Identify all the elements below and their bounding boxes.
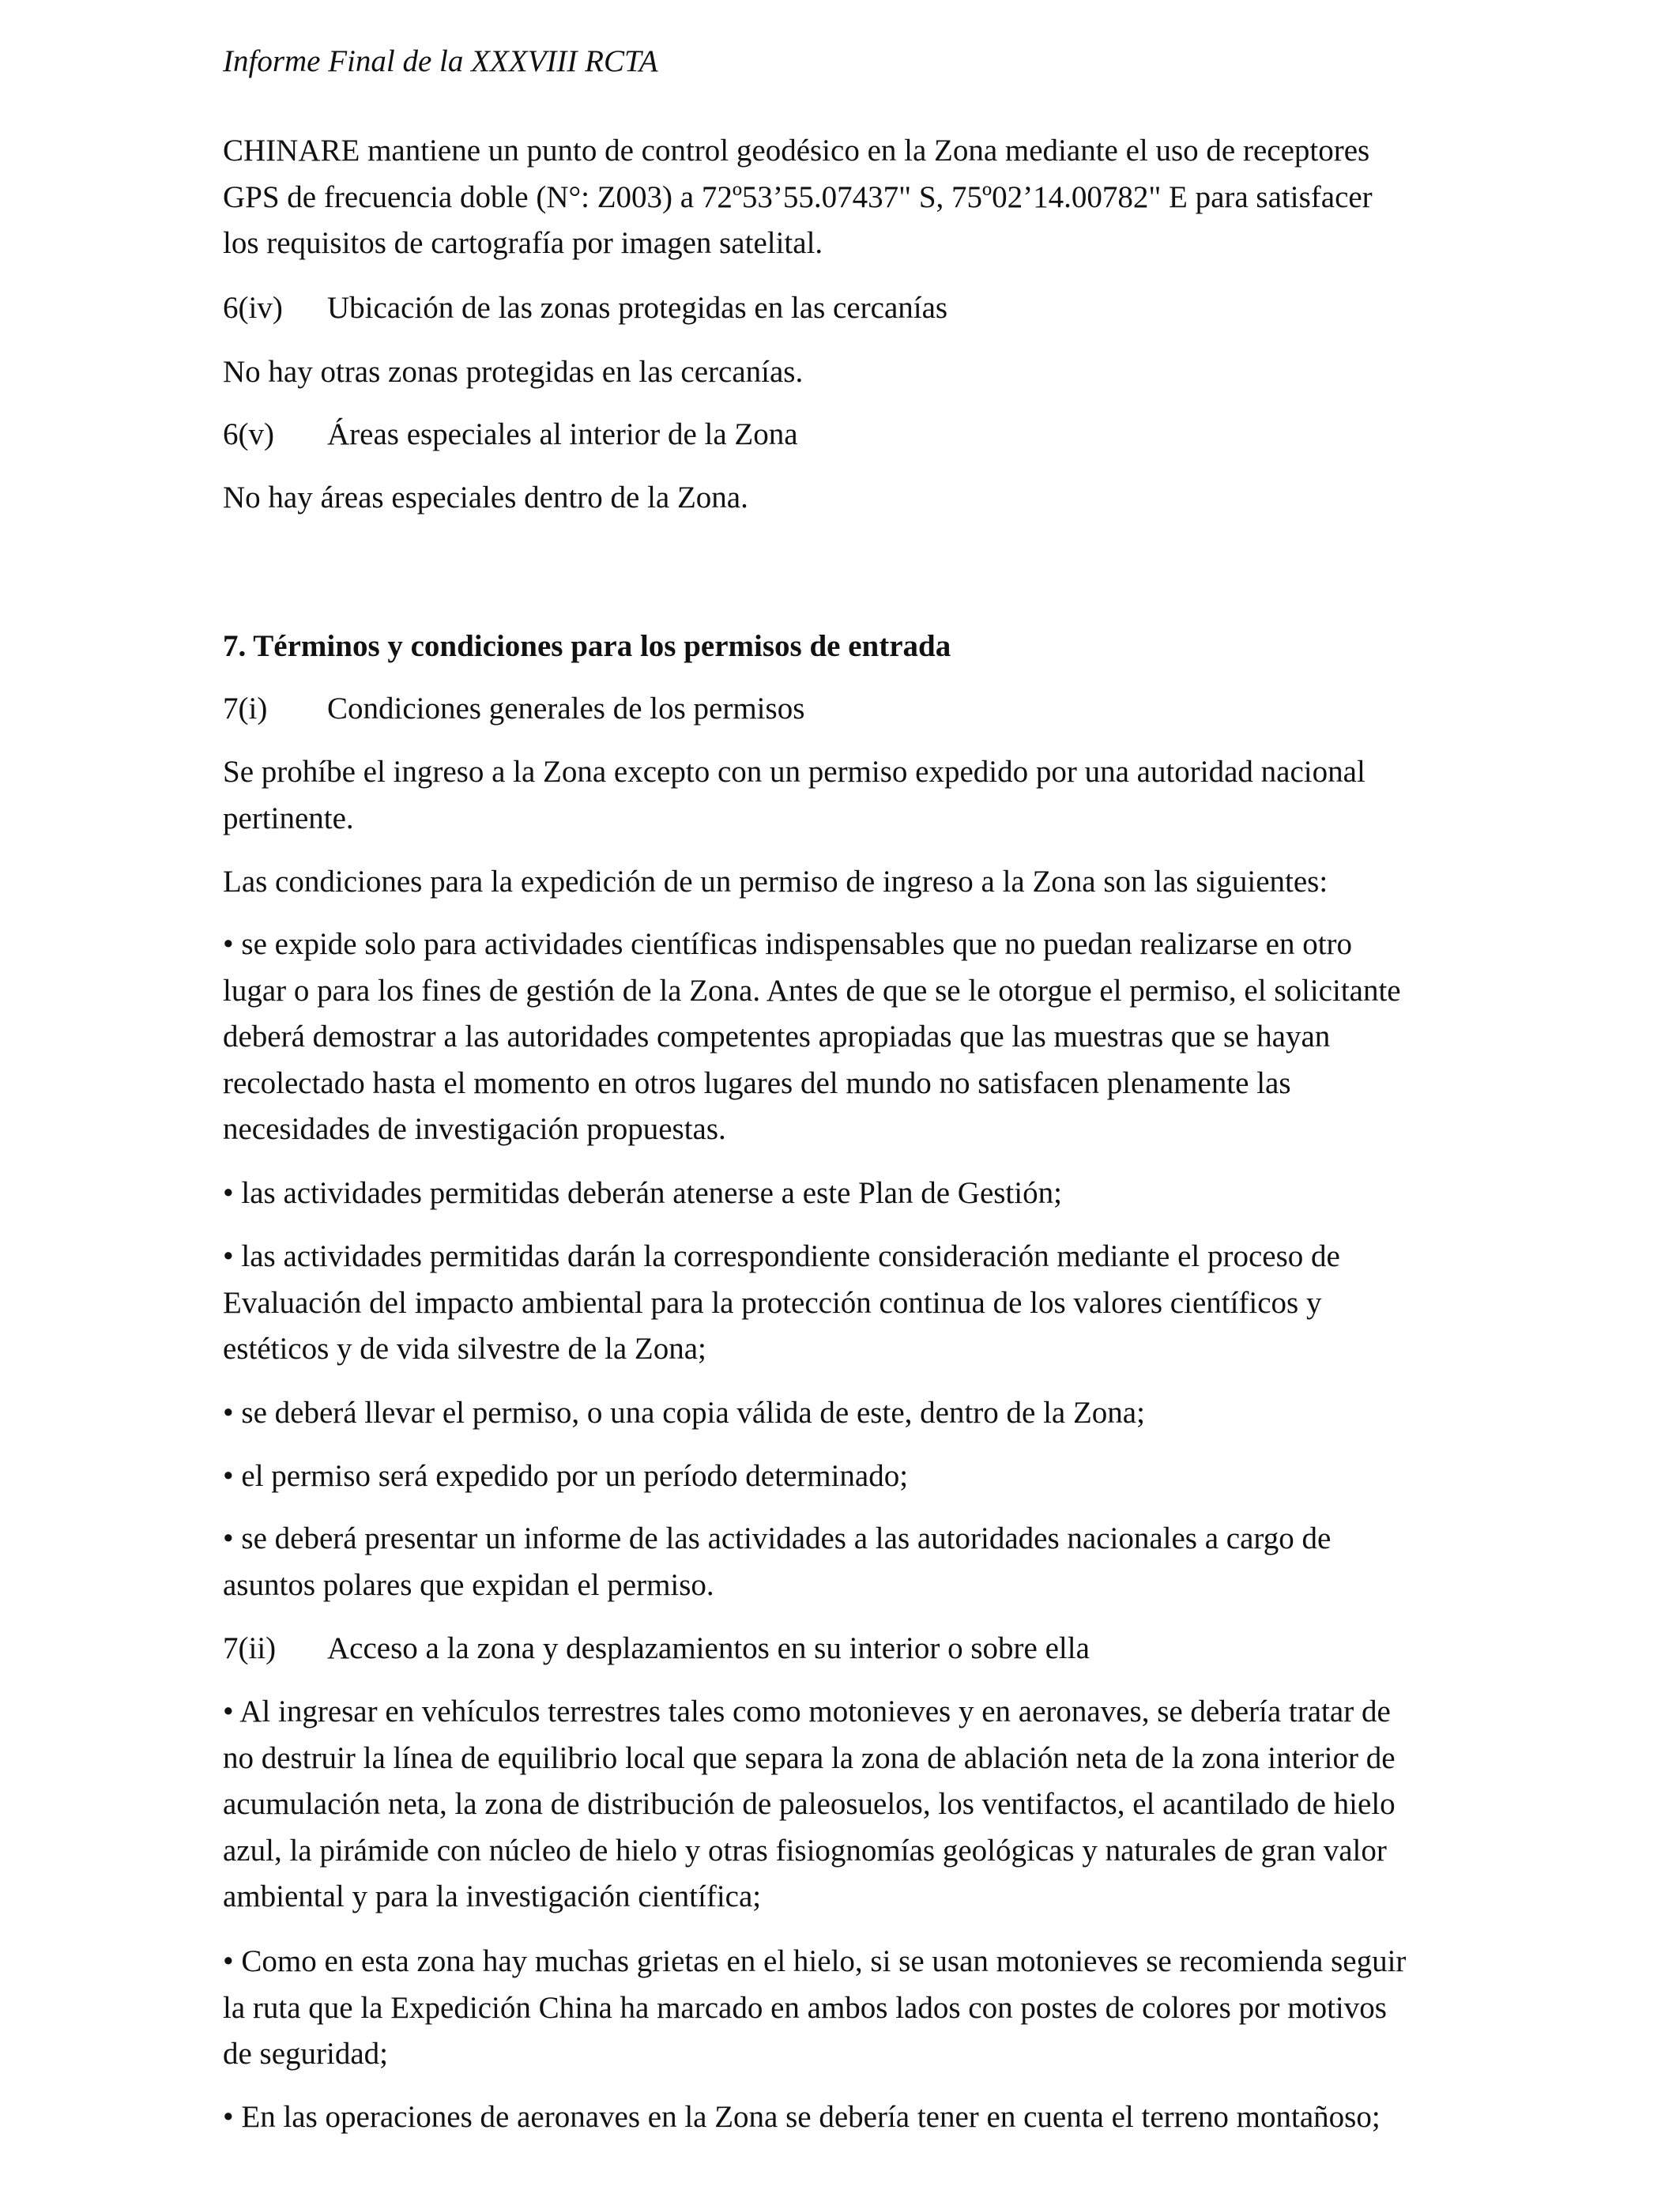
subsection-title: Ubicación de las zonas protegidas en las cercanías	[327, 291, 948, 325]
text-line: • En las operaciones de aeronaves en la Zona se debería tener en cuenta el terreno montañoso;	[223, 2100, 1381, 2134]
text-line: deberá demostrar a las autoridades competentes apropiadas que las muestras que se hayan	[223, 1020, 1331, 1054]
list-item	[223, 1453, 908, 1500]
section-heading-7: 7. Términos y condiciones para los permisos de entrada	[223, 629, 951, 663]
paragraph-7i-1	[223, 749, 1365, 842]
intro-paragraph	[223, 128, 1373, 267]
text-line: necesidades de investigación propuestas.	[223, 1112, 726, 1146]
text-line: GPS de frecuencia doble (N°: Z003) a 72º53’55.07437" S, 75º02’14.00782" E para satisfacer	[223, 179, 1373, 214]
text-line: de seguridad;	[223, 2037, 389, 2071]
list-item	[223, 1234, 1340, 1373]
text-line: la ruta que la Expedición China ha marcado en ambos lados con postes de colores por motivos	[223, 1990, 1387, 2025]
text-line: • las actividades permitidas darán la correspondiente consideración mediante el proceso de	[223, 1239, 1340, 1273]
list-item	[223, 1939, 1406, 2078]
text-line: Evaluación del impacto ambiental para la protección continua de los valores científicos y	[223, 1285, 1322, 1320]
text-line: • se deberá llevar el permiso, o una copia válida de este, dentro de la Zona;	[223, 1396, 1145, 1430]
subsection-title: Áreas especiales al interior de la Zona	[327, 417, 798, 451]
text-line: estéticos y de vida silvestre de la Zona;	[223, 1332, 706, 1366]
text-line: acumulación neta, la zona de distribución de paleosuelos, los ventifactos, el acantilado de hielo	[223, 1787, 1396, 1821]
text-line: los requisitos de cartografía por imagen satelital.	[223, 226, 823, 260]
text-line: CHINARE mantiene un punto de control geodésico en la Zona mediante el uso de receptores	[223, 134, 1370, 168]
paragraph-6iv	[223, 349, 803, 396]
text-line: • Al ingresar en vehículos terrestres tales como motonieves y en aeronaves, se debería tratar de	[223, 1695, 1391, 1728]
text-line: asuntos polares que expidan el permiso.	[223, 1567, 714, 1602]
subsection-heading-6iv	[223, 285, 947, 332]
text-line: pertinente.	[223, 801, 354, 835]
list-item	[223, 1516, 1331, 1608]
subsection-number: 7(i)	[223, 692, 268, 726]
text-line: • se expide solo para actividades científicas indispensables que no puedan realizarse en otro	[223, 927, 1353, 961]
text-line: azul, la pirámide con núcleo de hielo y otras fisiognomías geológicas y naturales de gran valor	[223, 1833, 1387, 1868]
running-header: Informe Final de la XXXVIII RCTA	[223, 44, 658, 78]
subsection-heading-7ii	[223, 1626, 1090, 1672]
subsection-number: 6(v)	[223, 417, 274, 451]
paragraph-6v	[223, 475, 748, 522]
text-line: • las actividades permitidas deberán atenerse a este Plan de Gestión;	[223, 1176, 1062, 1210]
text-line: • Como en esta zona hay muchas grietas en el hielo, si se usan motonieves se recomienda seguir	[223, 1944, 1407, 1978]
text-line: Se prohíbe el ingreso a la Zona excepto con un permiso expedido por una autoridad nacional	[223, 755, 1365, 789]
list-item	[223, 1171, 1062, 1217]
text-line: • el permiso será expedido por un período determinado;	[223, 1459, 909, 1493]
document-page	[223, 0, 1487, 2194]
subsection-heading-7i	[223, 686, 804, 733]
subsection-title: Condiciones generales de los permisos	[327, 692, 805, 726]
subsection-title: Acceso a la zona y desplazamientos en su interior o sobre ella	[327, 1631, 1090, 1665]
subsection-number: 6(iv)	[223, 291, 283, 325]
text-line: • se deberá presentar un informe de las actividades a las autoridades nacionales a cargo de	[223, 1521, 1332, 1555]
list-item	[223, 1689, 1396, 1921]
list-item	[223, 922, 1401, 1153]
list-item	[223, 1390, 1145, 1437]
subsection-heading-6v	[223, 412, 798, 458]
text-line: ambiental y para la investigación científica;	[223, 1879, 762, 1913]
text-line: Las condiciones para la expedición de un permiso de ingreso a la Zona son las siguientes:	[223, 865, 1328, 899]
text-line: No hay áreas especiales dentro de la Zona.	[223, 481, 748, 515]
subsection-number: 7(ii)	[223, 1631, 277, 1665]
text-line: no destruir la línea de equilibrio local que separa la zona de ablación neta de la zona interior de	[223, 1740, 1396, 1775]
list-item	[223, 2094, 1381, 2141]
paragraph-7i-2	[223, 859, 1328, 906]
text-line: recolectado hasta el momento en otros lugares del mundo no satisfacen plenamente las	[223, 1065, 1291, 1100]
text-line: No hay otras zonas protegidas en las cercanías.	[223, 355, 804, 389]
text-line: lugar o para los fines de gestión de la Zona. Antes de que se le otorgue el permiso, el solicitante	[223, 973, 1401, 1008]
